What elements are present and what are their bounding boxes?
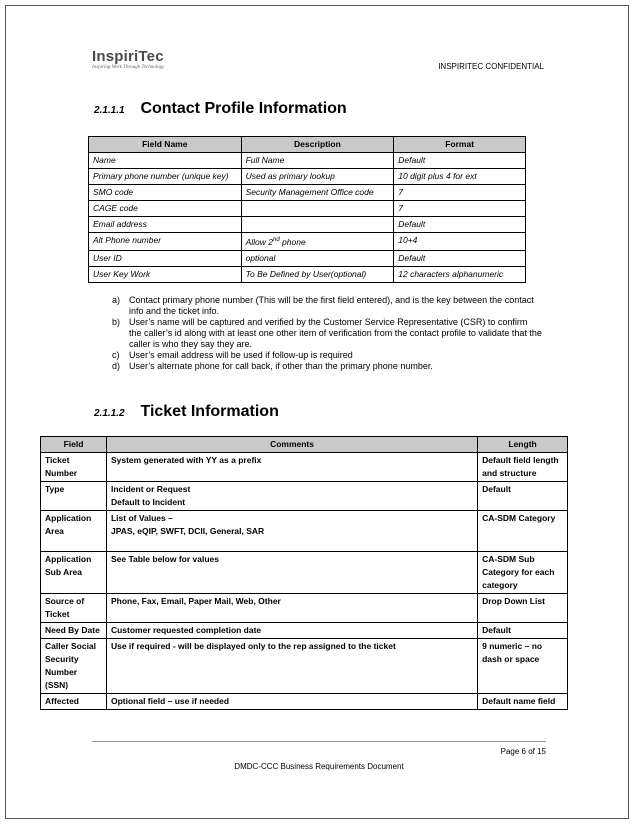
table-row [41,594,568,623]
table-row [41,552,568,594]
format-cell: 10+4 [394,233,526,251]
contact-notes-list [112,295,542,372]
section-number: 2.1.1.2 [94,408,125,419]
description-cell: Allow 2nd phone [241,233,394,251]
list-item-text: User’s email address will be used if follow-up is required [129,350,353,360]
length-cell: Default name field [478,694,568,710]
length-cell: CA-SDM Sub Category for each category [478,552,568,594]
list-marker: d) [112,361,121,371]
description-cell: Full Name [241,153,394,169]
table-row [41,694,568,710]
comments-cell: List of Values – JPAS, eQIP, SWFT, DCII, General, SAR [106,511,477,552]
field-name-cell: User ID [89,250,242,266]
table-row [89,169,526,185]
description-cell: optional [241,250,394,266]
column-header: Format [394,137,526,153]
list-item [112,361,542,372]
field-cell: Ticket Number [41,453,107,482]
length-cell: Drop Down List [478,594,568,623]
logo-tagline: Inspiring Work Through Technology [92,65,165,70]
length-cell: Default [478,482,568,511]
table-row [41,453,568,482]
table-header-row [89,137,526,153]
format-cell: Default [394,153,526,169]
field-cell: Application Sub Area [41,552,107,594]
field-name-cell: Alt Phone number [89,233,242,251]
list-marker: a) [112,295,121,305]
table-row [89,153,526,169]
contact-profile-table [88,136,526,283]
comments-cell: Incident or Request Default to Incident [106,482,477,511]
comments-cell: Phone, Fax, Email, Paper Mail, Web, Other [106,594,477,623]
description-cell [241,217,394,233]
field-cell: Need By Date [41,623,107,639]
field-name-cell: Name [89,153,242,169]
document-name: DMDC-CCC Business Requirements Document [234,762,404,771]
field-cell: Source of Ticket [41,594,107,623]
field-cell: Type [41,482,107,511]
format-cell: 7 [394,185,526,201]
format-cell: Default [394,250,526,266]
column-header: Comments [106,437,477,453]
list-marker: c) [112,350,120,360]
company-logo [92,48,164,70]
footer-divider [92,741,546,742]
section-number: 2.1.1.1 [94,105,125,116]
ticket-information-table [40,436,568,710]
field-name-cell: Email address [89,217,242,233]
section-title: Ticket Information [140,403,279,420]
logo-name: InspiriTec [92,48,164,65]
length-cell: Default [478,623,568,639]
length-cell: Default field length and structure [478,453,568,482]
column-header: Length [478,437,568,453]
list-marker: b) [112,317,121,327]
list-item-text: User’s name will be captured and verified by the Customer Service Representative (CSR) to confirm the caller’s id along with at least one other item of verification from the contact profile to validate that the caller is who they say they are. [129,317,542,349]
table-row [89,266,526,282]
page-number: Page 6 of 15 [500,747,546,756]
format-cell: 7 [394,201,526,217]
field-name-cell: SMO code [89,185,242,201]
description-cell: Security Management Office code [241,185,394,201]
comments-cell: Optional field – use if needed [106,694,477,710]
length-cell: CA-SDM Category [478,511,568,552]
list-item-text: User’s alternate phone for call back, if other than the primary phone number. [129,361,433,371]
column-header: Field [41,437,107,453]
comments-cell: System generated with YY as a prefix [106,453,477,482]
description-cell [241,201,394,217]
comments-cell: Use if required - will be displayed only to the rep assigned to the ticket [106,639,477,694]
table-row [89,233,526,251]
comments-cell: See Table below for values [106,552,477,594]
table-row [41,482,568,511]
table-row [41,639,568,694]
format-cell: 10 digit plus 4 for ext [394,169,526,185]
confidential-label: INSPIRITEC CONFIDENTIAL [438,62,544,71]
column-header: Description [241,137,394,153]
table-row [41,623,568,639]
list-item [112,317,542,350]
field-name-cell: User Key Work [89,266,242,282]
section-title: Contact Profile Information [140,100,347,117]
field-cell: Caller Social Security Number (SSN) [41,639,107,694]
field-name-cell: Primary phone number (unique key) [89,169,242,185]
table-row [89,185,526,201]
length-cell: 9 numeric – no dash or space [478,639,568,694]
table-row [89,201,526,217]
format-cell: Default [394,217,526,233]
field-cell: Affected [41,694,107,710]
table-header-row [41,437,568,453]
description-cell: Used as primary lookup [241,169,394,185]
description-cell: To Be Defined by User(optional) [241,266,394,282]
section-heading-ticket [94,403,279,421]
table-row [41,511,568,552]
list-item [112,295,542,317]
list-item-text: Contact primary phone number (This will be the first field entered), and is the key between the contact info and the ticket info. [129,295,534,316]
table-row [89,250,526,266]
column-header: Field Name [89,137,242,153]
list-item [112,350,542,361]
field-name-cell: CAGE code [89,201,242,217]
table-row [89,217,526,233]
field-cell: Application Area [41,511,107,552]
format-cell: 12 characters alphanumeric [394,266,526,282]
comments-cell: Customer requested completion date [106,623,477,639]
section-heading-contact [94,100,347,118]
